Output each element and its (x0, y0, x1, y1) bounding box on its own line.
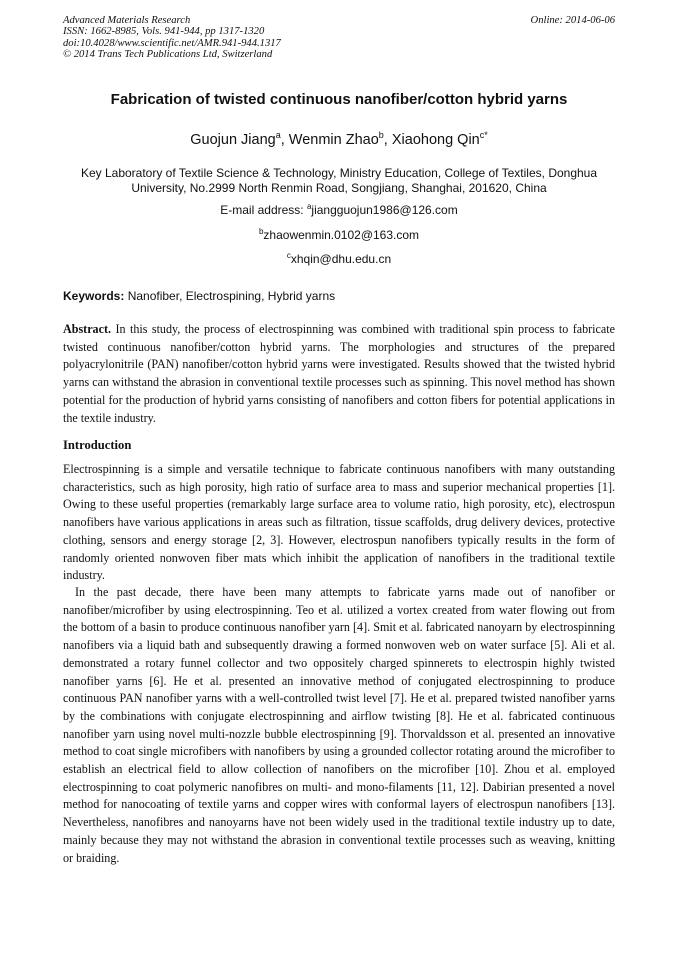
keywords (63, 289, 615, 304)
email-address[interactable]: zhaowenmin.0102@163.com (263, 228, 420, 242)
email-line-b (0, 228, 678, 243)
email-address[interactable]: xhqin@dhu.edu.cn (290, 252, 392, 266)
online-date: Online: 2014-06-06 (530, 15, 615, 26)
email-line-a (0, 203, 678, 218)
abstract-text: In this study, the process of electrospinning was combined with traditional spin process to fabricate twisted continuous nanofiber/cotton hybrid yarns. The morphologies and structures of the prepared polyacrylonitrile (PAN) nanofiber/cotton hybrid yarns were investigated. Results showed that the twisted hybrid yarns can withstand the abrasion in conventional textile processes such as spinning. This novel method has shown potential for the production of hybrid yarns consisting of nanofibers and cotton fibers for potential applications in the textile industry. (63, 322, 615, 425)
author-affiliation-mark: c* (479, 130, 488, 141)
author-name: Xiaohong Qin (391, 132, 480, 148)
introduction-paragraph-2: In the past decade, there have been many attempts to fabricate yarns made out of nanofiber or nanofiber/microfiber by using electrospinning. Teo et al. utilized a vortex created from water flowing out from the bottom of a basin to produce continuous nanofiber yarn [4]. Smit et al. fabricated nanoyarn by electrospinning nanofibers via a liquid bath and subsequently drawing a formed nonwoven web on water surface [5]. Ali et al. demonstrated a rotary funnel collector and two oppositely charged spinnerets to electrospin highly twisted nanofiber yarns [6]. He et al. presented an innovative method of conjugated electrospinning to produce continuous PAN nanofiber yarns with a well-controlled twist level [7]. He et al. prepared twisted nanofiber yarns by the combinations with conjugate electrospinning and airflow twisting [8]. He et al. fabricated continuous nanofiber yarn using novel multi-nozzle bubble electrospinning [9]. Thorvaldsson et al. presented an innovative method to coat single microfibers with nanofibers by using a grounded collector rotating around the microfiber to establish an electrical field to allow collection of nanofibers on the microfiber [10]. Zhou et al. employed electrospinning to coat polymeric nanofibres on multi- and mono-filaments [11, 12]. Dabirian presented a novel method for nanocoating of textile yarns and copper wires with conformal layers of electrospun nanofibers [13]. Nevertheless, nanofibres and nanoyarns have not been widely used in the traditional textile industry up to date, mainly because they may not withstand the abrasion in conventional textile processes such as weaving, knitting or braiding. (63, 585, 615, 865)
keywords-label: Keywords: (63, 289, 125, 303)
affiliation: Key Laboratory of Textile Science & Technology, Ministry Education, College of Textiles, Donghua University, No.2999 North Renmin Road, Songjiang, Shanghai, 201620, China (80, 166, 598, 195)
email-mark: a (306, 202, 312, 211)
journal-doi: doi:10.4028/www.scientific.net/AMR.941-944.1317 (63, 37, 281, 49)
email-address[interactable]: jiangguojun1986@126.com (311, 203, 458, 217)
journal-copyright: © 2014 Trans Tech Publications Ltd, Switzerland (63, 48, 273, 60)
author-list (0, 130, 678, 150)
email-mark: b (258, 227, 264, 236)
author-affiliation-mark: a (275, 130, 281, 141)
author-affiliation-mark: b (378, 130, 384, 141)
keywords-text: Nanofiber, Electrospining, Hybrid yarns (124, 289, 336, 303)
email-mark: c (286, 251, 291, 260)
email-line-c (0, 252, 678, 267)
journal-header (63, 15, 615, 60)
author-name: Guojun Jiang (190, 132, 276, 148)
section-heading-introduction: Introduction (63, 438, 132, 452)
abstract-label: Abstract. (63, 322, 112, 336)
abstract (63, 321, 615, 427)
author-separator: , (280, 132, 289, 148)
journal-issn: ISSN: 1662-8985, Vols. 941-944, pp 1317-1320 (63, 26, 265, 38)
email-label: E-mail address: (220, 203, 307, 217)
paper-title: Fabrication of twisted continuous nanofiber/cotton hybrid yarns (110, 91, 568, 108)
journal-name: Advanced Materials Research (63, 15, 191, 26)
introduction-paragraph-1: Electrospinning is a simple and versatile technique to fabricate continuous nanofibers with many outstanding characteristics, such as high porosity, high ratio of surface area to mass and superior mechanical properties [1]. Owing to these useful properties (remarkably large surface area to volume ratio, high porosity, etc), electrospun nanofibers have various applications in areas such as filtration, tissue scaffolds, drug delivery devices, protective clothing, sensors and energy storage [2, 3]. However, electrospun nanofibers typically results in the form of randomly oriented nonwoven fiber mats which inhibit the application of nanofibers in the traditional textile industry. (63, 462, 615, 583)
author-separator: , (383, 132, 392, 148)
author-name: Wenmin Zhao (288, 132, 379, 148)
